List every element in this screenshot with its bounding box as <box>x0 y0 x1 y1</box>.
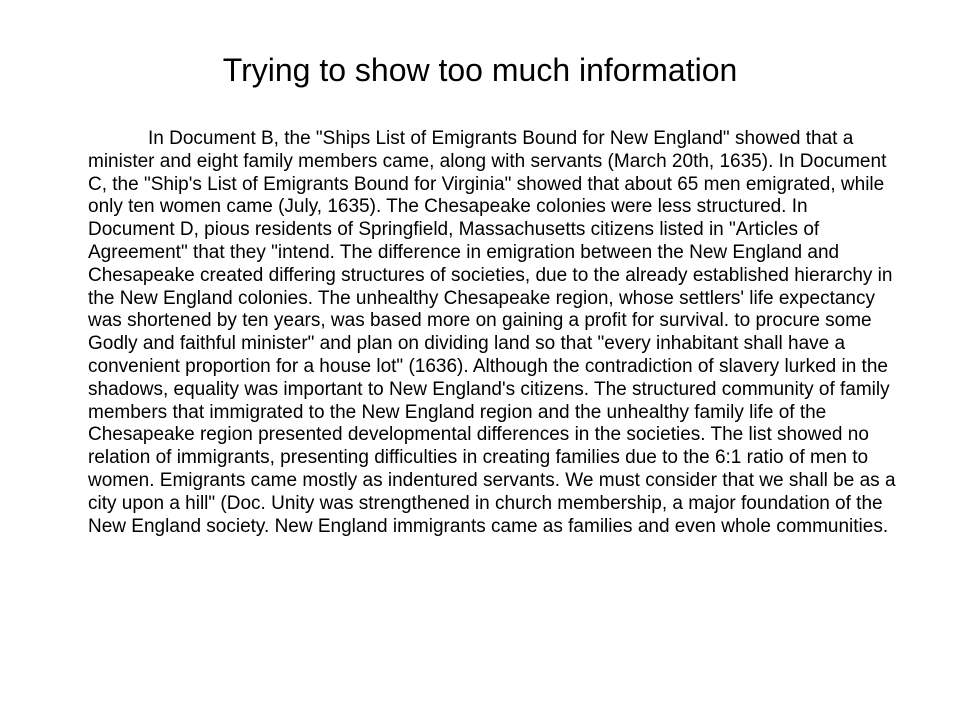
slide-body-text: In Document B, the "Ships List of Emigrants Bound for New England" showed that a minister and eight family members came, along with servants (March 20th, 1635). In Document C, the "Ship's List of Emigrants Bound for Virginia" showed that about 65 men emigrated, while only ten women came (July, 1635). The Chesapeake colonies were less structured. In Document D, pious residents of Springfield, Massachusetts citizens listed in "Articles of Agreement" that they "intend. The difference in emigration between the New England and Chesapeake created differing structures of societies, due to the already established hierarchy in the New England colonies. The unhealthy Chesapeake region, whose settlers' life expectancy was shortened by ten years, was based more on gaining a profit for survival. to procure some Godly and faithful minister" and plan on dividing land so that "every inhabitant shall have a convenient proportion for a house lot" (1636). Although the contradiction of slavery lurked in the shadows, equality was important to New England's citizens. The structured community of family members that immigrated to the New England region and the unhealthy family life of the Chesapeake region presented developmental differences in the societies. The list showed no relation of immigrants, presenting difficulties in creating families due to the 6:1 ratio of men to women. Emigrants came mostly as indentured servants. We must consider that we shall be as a city upon a hill" (Doc. Unity was strengthened in church membership, a major foundation of the New England society. New England immigrants came as families and even whole communities. <box>88 128 896 537</box>
slide-title: Trying to show too much information <box>222 52 738 88</box>
